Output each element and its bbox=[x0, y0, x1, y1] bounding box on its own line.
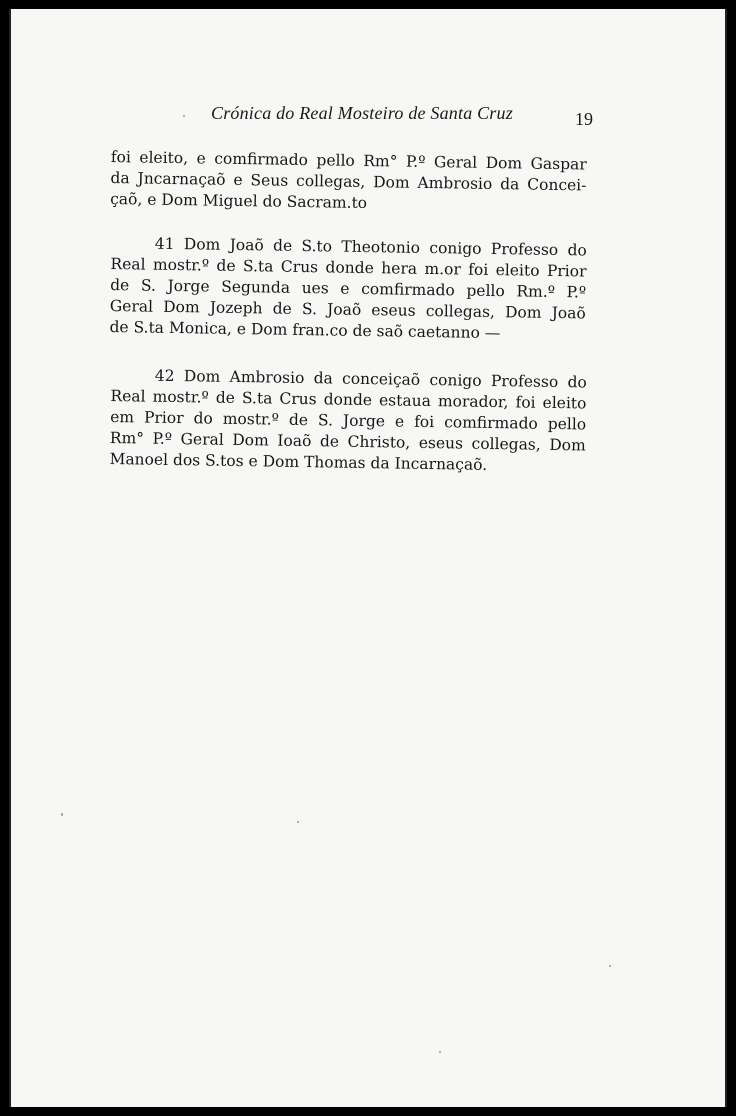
scan-speck bbox=[609, 965, 611, 967]
paragraph-continuation bbox=[110, 147, 587, 217]
text-line: Real mostr.º de S.ta Crus donde estaua morador, foi eleito bbox=[110, 386, 587, 413]
text-line: de S.ta Monica, e Dom fran.co de saõ caetanno — bbox=[109, 317, 501, 343]
text-line: Geral Dom Jozeph de S. Joaõ eseus collegas, Dom Joaõ bbox=[109, 296, 586, 323]
paragraph-41 bbox=[109, 233, 587, 345]
text-line: Manoel dos S.tos e Dom Thomas da Incarnaçaõ. bbox=[109, 449, 488, 474]
text-line: Real mostr.º de S.ta Crus donde hera m.or foi eleito Prior bbox=[110, 254, 587, 281]
text-line: da Jncarnaçaõ e Seus collegas, Dom Ambrosio da Concei- bbox=[110, 168, 587, 195]
text-line: em Prior do mostr.º de S. Jorge e foi comfirmado pello bbox=[110, 407, 587, 434]
running-title: Crónica do Real Mosteiro de Santa Cruz bbox=[211, 103, 513, 123]
text-line: çaõ, e Dom Miguel do Sacram.to bbox=[110, 189, 368, 213]
text-line: Rm° P.º Geral Dom Ioaõ de Christo, eseus collegas, Dom bbox=[109, 428, 586, 455]
scanned-page bbox=[9, 9, 727, 1107]
page-number: 19 bbox=[575, 109, 593, 129]
text-line: foi eleito, e comfirmado pello Rm° P.º Geral Dom Gaspar bbox=[110, 147, 587, 174]
scan-speck bbox=[439, 1051, 441, 1053]
scan-speck bbox=[183, 115, 185, 117]
scan-speck bbox=[297, 821, 299, 823]
text-line: 42 Dom Ambrosio da conceiçaõ conigo Professo do bbox=[154, 366, 587, 392]
paragraph-42 bbox=[109, 365, 587, 477]
text-line: 41 Dom Joaõ de S.to Theotonio conigo Professo do bbox=[154, 234, 587, 260]
text-line: de S. Jorge Segunda ues e comfirmado pello Rm.º P.º bbox=[110, 275, 587, 302]
scan-speck bbox=[61, 813, 63, 816]
